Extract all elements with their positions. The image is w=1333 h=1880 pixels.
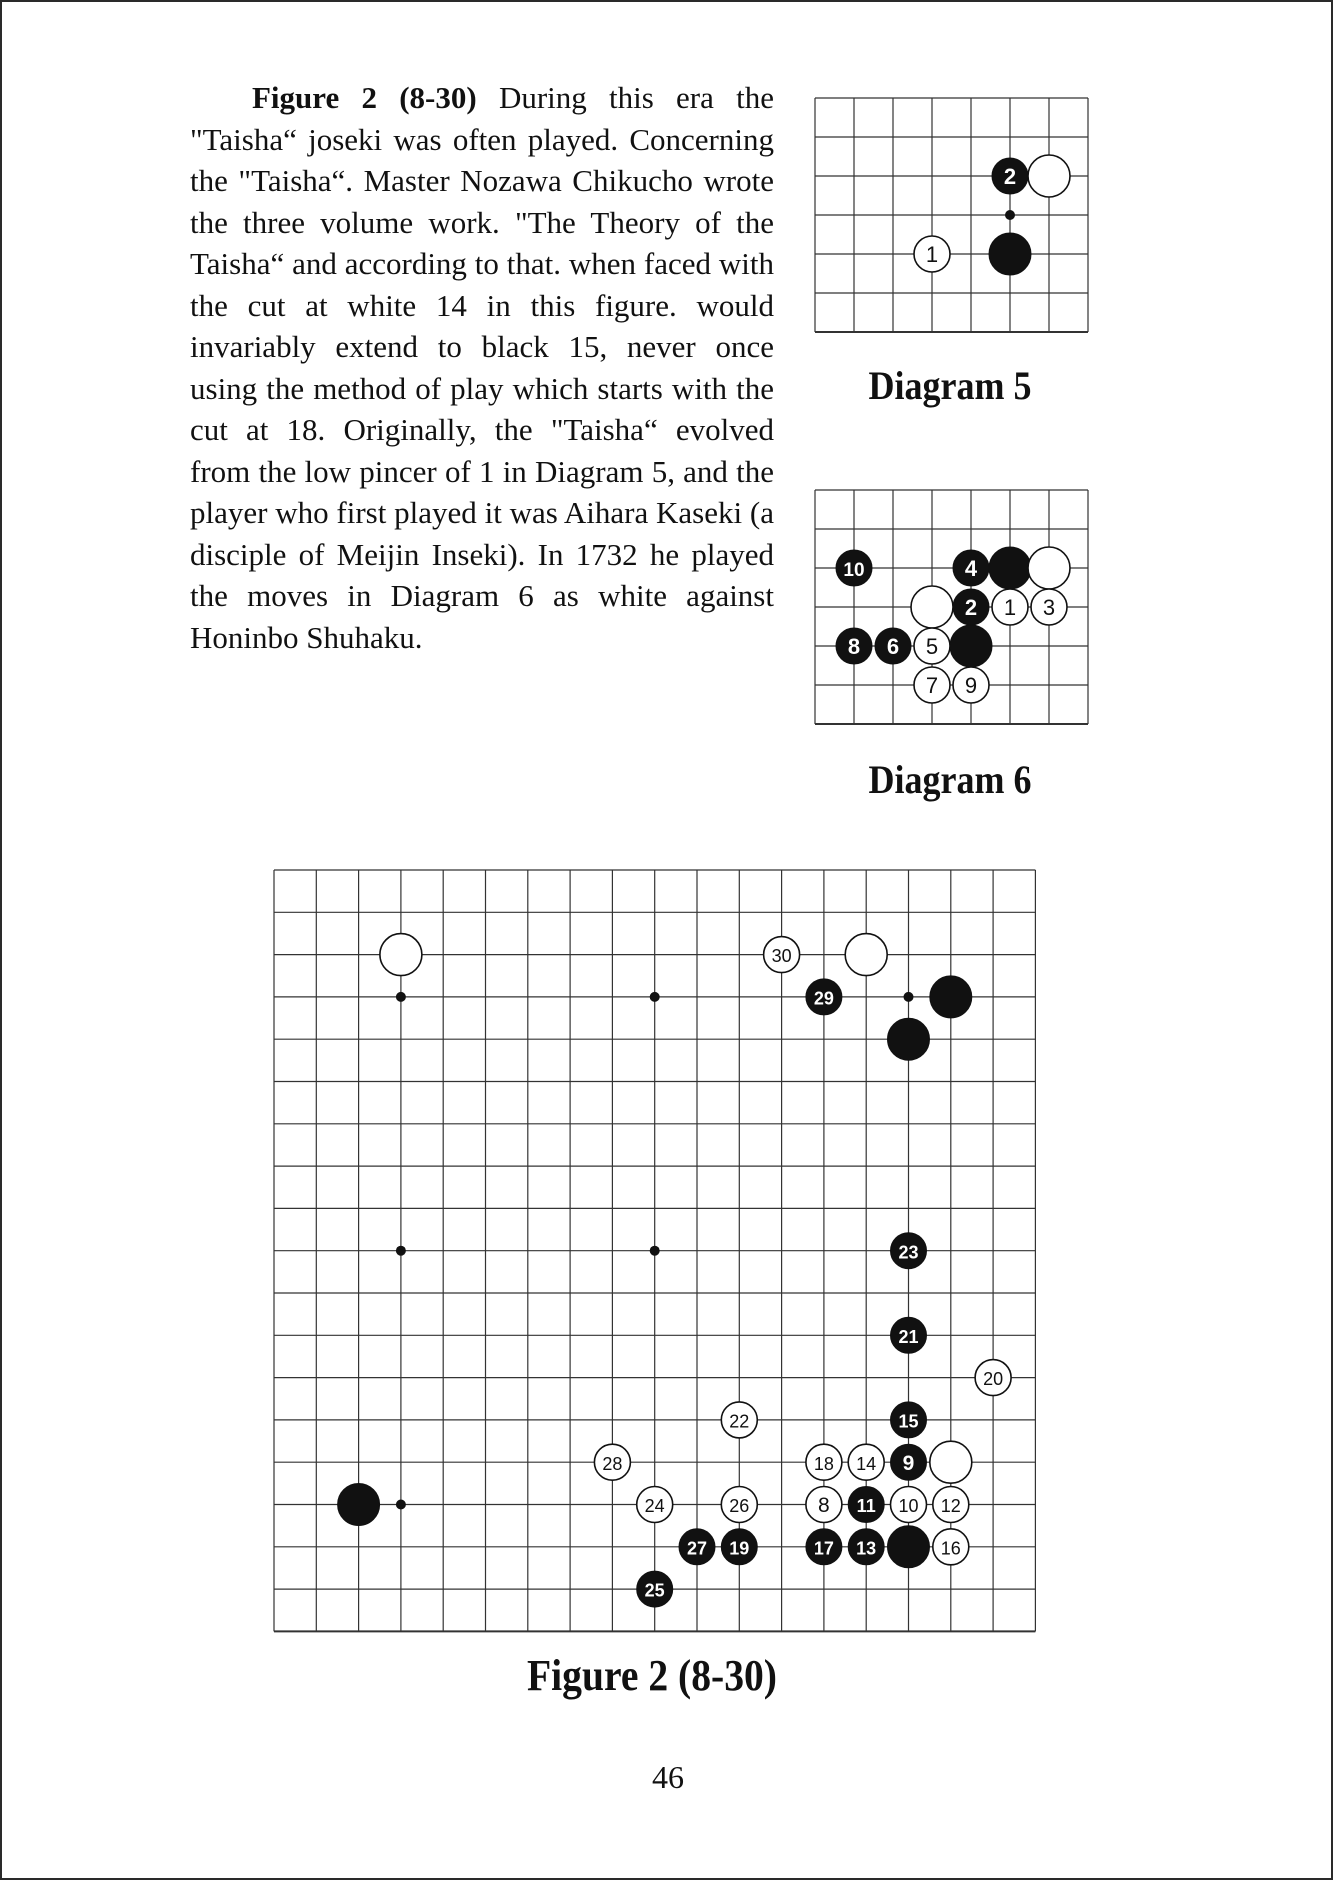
black-stone [806, 1529, 842, 1565]
stone-label: 5 [925, 633, 939, 659]
stone-label: 28 [602, 1453, 623, 1474]
stone-label: 9 [902, 1451, 915, 1475]
black-stone [637, 1571, 673, 1607]
stone-label: 30 [771, 946, 792, 967]
star-point [1005, 210, 1015, 220]
stone-label: 12 [940, 1496, 961, 1517]
black-stone [848, 1487, 884, 1523]
stone-label: 27 [686, 1538, 708, 1559]
star-point [650, 1246, 660, 1256]
black-stone [679, 1529, 715, 1565]
white-stone [380, 934, 422, 976]
star-point [396, 1500, 406, 1510]
white-stone [764, 937, 800, 973]
stone-label: 23 [898, 1242, 919, 1263]
stone-label: 8 [818, 1494, 830, 1518]
black-stone [891, 1402, 927, 1438]
black-stone [891, 1233, 927, 1269]
stone-label: 21 [898, 1326, 919, 1347]
stone-label: 24 [644, 1496, 665, 1517]
stone-label: 17 [813, 1538, 834, 1559]
white-stone [848, 1444, 884, 1480]
black-stone [888, 1526, 930, 1568]
white-stone [721, 1402, 757, 1438]
stone-label: 4 [964, 555, 978, 581]
stone-label: 8 [847, 633, 861, 659]
stone-label: 1 [1003, 594, 1017, 620]
stone-label: 3 [1042, 594, 1056, 620]
white-stone [1031, 589, 1067, 625]
stone-label: 22 [729, 1411, 750, 1432]
star-point [650, 992, 660, 1002]
black-stone [848, 1529, 884, 1565]
white-stone [1028, 547, 1070, 589]
white-stone [992, 589, 1028, 625]
stone-label: 26 [729, 1496, 750, 1517]
figure-2-board [272, 868, 1036, 1632]
black-stone [875, 628, 911, 664]
white-stone [933, 1529, 969, 1565]
stone-label: 10 [843, 559, 865, 581]
white-stone [806, 1487, 842, 1523]
diagram-6-board [801, 476, 1099, 738]
white-stone [721, 1487, 757, 1523]
white-stone [1028, 155, 1070, 197]
black-stone [891, 1317, 927, 1353]
white-stone [933, 1487, 969, 1523]
white-stone [930, 1441, 972, 1483]
white-stone [594, 1444, 630, 1480]
white-stone [975, 1360, 1011, 1396]
diagram-6-caption: Diagram 6 [868, 757, 1032, 802]
white-stone [953, 667, 989, 703]
stone-label: 16 [940, 1538, 961, 1559]
black-stone [930, 976, 972, 1018]
black-stone [953, 550, 989, 586]
stone-label: 19 [729, 1538, 750, 1559]
black-stone [891, 1444, 927, 1480]
white-stone [914, 628, 950, 664]
stone-label: 2 [964, 594, 978, 620]
stone-label: 29 [813, 988, 834, 1009]
white-stone [914, 667, 950, 703]
diagram-5-caption: Diagram 5 [868, 363, 1032, 408]
stone-label: 6 [886, 633, 900, 659]
black-stone [953, 589, 989, 625]
black-stone [989, 547, 1031, 589]
stone-label: 25 [644, 1580, 665, 1601]
white-stone [911, 586, 953, 628]
black-stone [888, 1018, 930, 1060]
white-stone [914, 236, 950, 272]
white-stone [806, 1444, 842, 1480]
white-stone [637, 1487, 673, 1523]
intro-body: During this era the "Taisha“ joseki was often played. Concerning the "Taisha“. Master Nozawa Chikucho wrote the three volume work. "The Theory of the Taisha“ and according to that. when faced with the cut at white 14 in this figure. would invariably extend to black 15, never once using the method of play which starts with the cut at 18. Originally, the "Taisha“ evolved from the low pincer of 1 in Diagram 5, and the player who first played it was Aihara Kaseki (a disciple of Meijin Inseki). In 1732 he played the moves in Diagram 6 as white against Honinbo Shuhaku. [190, 80, 774, 655]
star-point [904, 992, 914, 1002]
intro-paragraph [190, 77, 774, 658]
stone-label: 7 [925, 672, 939, 698]
figure-2-caption: Figure 2 (8-30) [526, 1651, 778, 1700]
stone-label: 1 [925, 241, 939, 267]
white-stone [845, 934, 887, 976]
black-stone [806, 979, 842, 1015]
stone-label: 2 [1003, 163, 1017, 189]
star-point [396, 992, 406, 1002]
black-stone [836, 628, 872, 664]
stone-label: 20 [983, 1369, 1004, 1390]
diagram-5-board [801, 84, 1099, 346]
black-stone [836, 550, 872, 586]
stone-label: 18 [813, 1453, 834, 1474]
stone-label: 9 [964, 672, 978, 698]
white-stone [891, 1487, 927, 1523]
stone-label: 13 [856, 1538, 877, 1559]
black-stone [950, 625, 992, 667]
stone-label: 15 [898, 1411, 919, 1432]
black-stone [989, 233, 1031, 275]
stone-label: 10 [898, 1496, 919, 1517]
star-point [396, 1246, 406, 1256]
stone-label: 11 [856, 1496, 876, 1517]
page-number: 46 [652, 1759, 684, 1795]
black-stone [338, 1484, 380, 1526]
stone-label: 14 [856, 1453, 877, 1474]
black-stone [721, 1529, 757, 1565]
black-stone [992, 158, 1028, 194]
intro-lead: Figure 2 (8-30) [252, 80, 477, 115]
